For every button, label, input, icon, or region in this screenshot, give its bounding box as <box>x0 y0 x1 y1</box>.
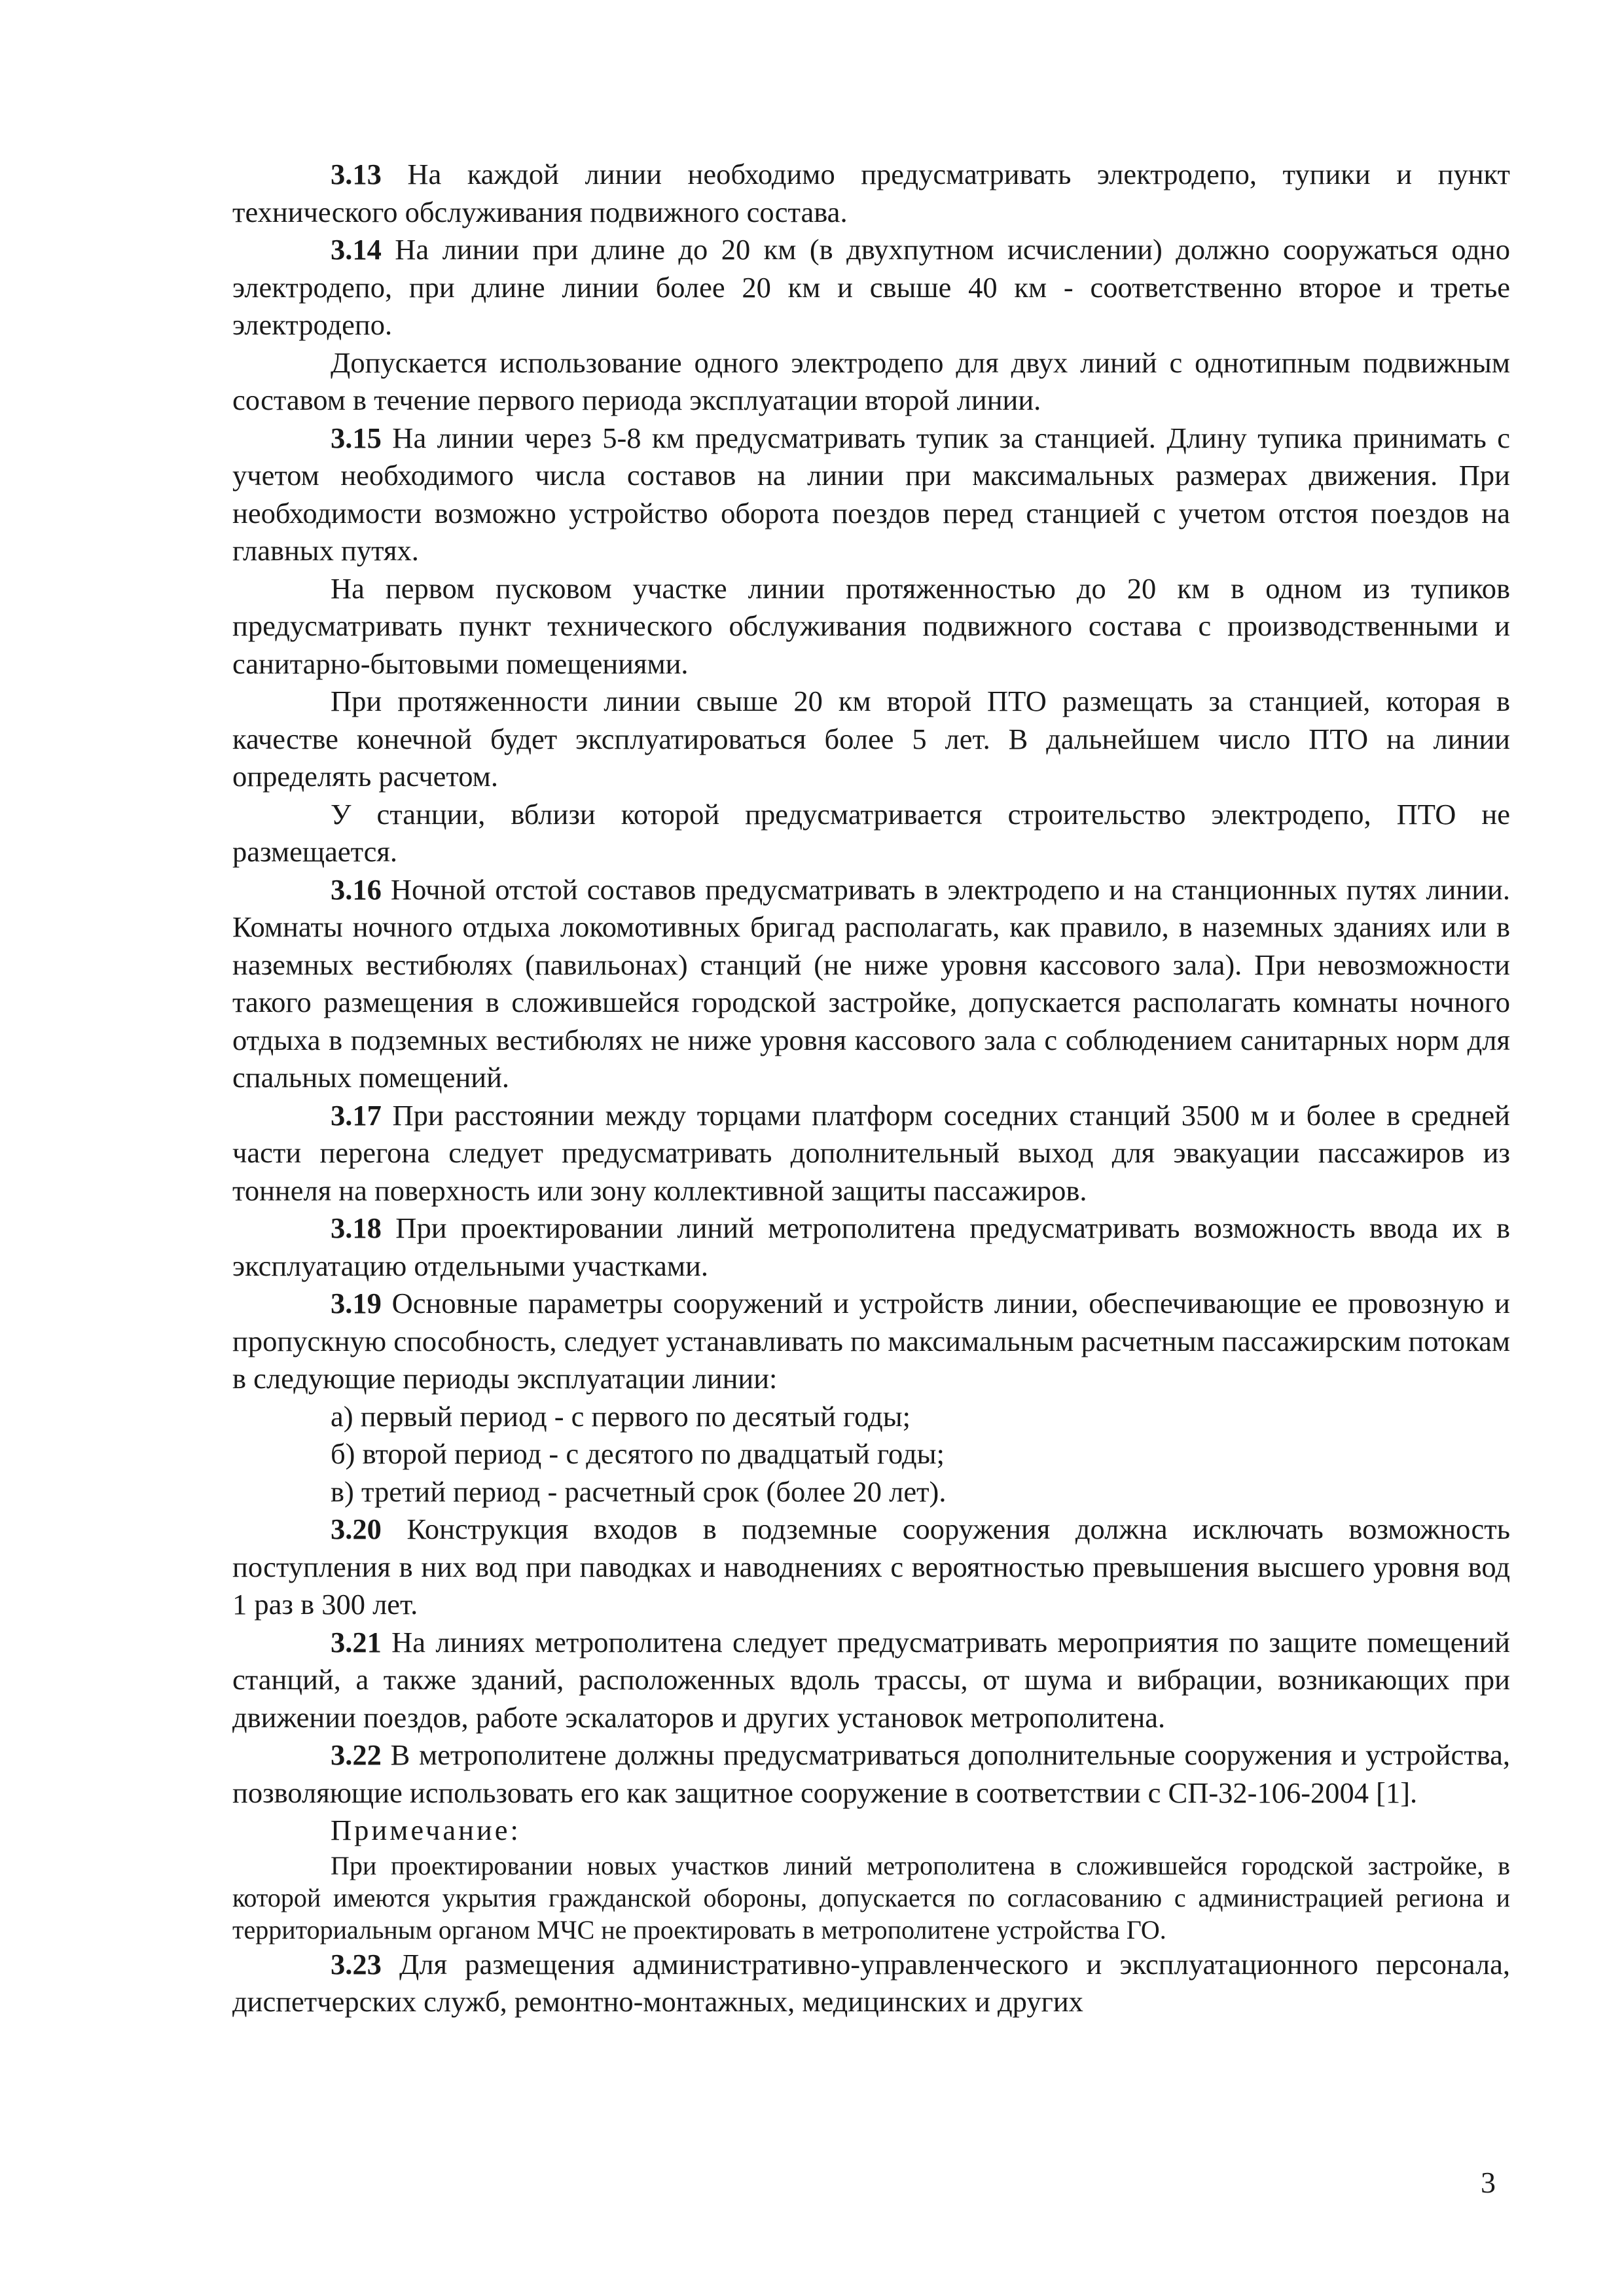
paragraph-text: При расстоянии между торцами платформ соседних станций 3500 м и более в средней части перегона следует предусматривать дополнительный выход для эвакуации пассажиров из тоннеля на поверхность или зону коллективной защиты пассажиров. <box>232 1098 1510 1207</box>
paragraph-3-14 <box>232 231 1510 344</box>
paragraph-3-15-c: При протяженности линии свыше 20 км второй ПТО размещать за станцией, которая в качестве конечной будет эксплуатироваться более 5 лет. В дальнейшем число ПТО на линии определять расчетом. <box>232 685 1510 793</box>
clause-number: 3.19 <box>331 1287 382 1319</box>
paragraph-text: При проектировании линий метрополитена предусматривать возможность ввода их в эксплуатацию отдельными участками. <box>232 1211 1510 1282</box>
paragraph-3-23 <box>232 1946 1510 2021</box>
note-text: При проектировании новых участков линий метрополитена в сложившейся городской застройке, в которой имеются укрытия гражданской обороны, допускается по согласованию с администрацией региона и территориальным органом МЧС не проектировать в метрополитене устройства ГО. <box>232 1850 1510 1945</box>
clause-number: 3.20 <box>331 1513 382 1545</box>
paragraph-3-18 <box>232 1210 1510 1285</box>
clause-number: 3.22 <box>331 1738 382 1771</box>
paragraph-3-16 <box>232 871 1510 1097</box>
paragraph-text: Основные параметры сооружений и устройств линии, обеспечивающие ее провозную и пропускную способность, следует устанавливать по максимальным расчетным пассажирским потокам в следующие периоды эксплуатации линии: <box>232 1287 1510 1395</box>
list-item-b: б) второй период - с десятого по двадцатый годы; <box>331 1437 945 1470</box>
clause-number: 3.16 <box>331 872 382 906</box>
clause-number: 3.15 <box>331 421 382 454</box>
paragraph-3-21 <box>232 1624 1510 1737</box>
paragraph-text: Конструкция входов в подземные сооружения должна исключать возможность поступления в них вод при паводках и наводнениях с вероятностью превышения высшего уровня вод 1 раз в 300 лет. <box>232 1513 1510 1621</box>
list-item-c: в) третий период - расчетный срок (более 20 лет). <box>331 1475 947 1508</box>
clause-number: 3.17 <box>331 1098 382 1132</box>
paragraph-text: В метрополитене должны предусматриваться дополнительные сооружения и устройства, позволяющие использовать его как защитное сооружение в соответствии с СП-32-106-2004 [1]. <box>232 1738 1510 1809</box>
list-item-a: а) первый период - с первого по десятый годы; <box>331 1399 911 1433</box>
paragraph-3-20 <box>232 1511 1510 1624</box>
clause-number: 3.21 <box>331 1625 382 1659</box>
clause-number: 3.18 <box>331 1211 382 1244</box>
paragraph-3-15-b: На первом пусковом участке линии протяженностью до 20 км в одном из тупиков предусматривать пункт технического обслуживания подвижного состава с производственными и санитарно-бытовыми помещениями. <box>232 571 1510 680</box>
paragraph-3-15-d: У станции, вблизи которой предусматривается строительство электродепо, ПТО не размещается. <box>232 797 1510 868</box>
document-body <box>232 156 1510 2021</box>
clause-number: 3.13 <box>331 158 382 190</box>
paragraph-text: На линии через 5-8 км предусматривать тупик за станцией. Длину тупика принимать с учетом необходимого числа составов на линии при максимальных размерах движения. При необходимости возможно устройство оборота поездов перед станцией с учетом отстоя поездов на главных путях. <box>232 421 1510 567</box>
paragraph-3-22 <box>232 1736 1510 1812</box>
paragraph-3-19 <box>232 1285 1510 1398</box>
paragraph-3-15 <box>232 420 1510 570</box>
clause-number: 3.14 <box>331 233 382 266</box>
paragraph-text: Для размещения административно-управленческого и эксплуатационного персонала, диспетчерских служб, ремонтно-монтажных, медицинских и других <box>232 1947 1510 2018</box>
paragraph-text: На каждой линии необходимо предусматривать электродепо, тупики и пункт технического обслуживания подвижного состава. <box>232 158 1510 228</box>
paragraph-3-14-continued: Допускается использование одного электродепо для двух линий с однотипным подвижным составом в течение первого периода эксплуатации второй линии. <box>232 346 1510 416</box>
paragraph-3-13 <box>232 156 1510 231</box>
paragraph-text: Ночной отстой составов предусматривать в электродепо и на станционных путях линии. Комнаты ночного отдыха локомотивных бригад располагать, как правило, в наземных зданиях или в наземных вестибюлях (павильонах) станций (не ниже уровня кассового зала). При невозможности такого размещения в сложившейся городской застройке, допускается располагать комнаты ночного отдыха в подземных вестибюлях не ниже уровня кассового зала с соблюдением санитарных норм для спальных помещений. <box>232 872 1510 1094</box>
paragraph-3-17 <box>232 1097 1510 1210</box>
paragraph-text: На линии при длине до 20 км (в двухпутном исчислении) должно сооружаться одно электродепо, при длине линии более 20 км и свыше 40 км - соответственно второе и третье электродепо. <box>232 233 1510 341</box>
paragraph-text: На линиях метрополитена следует предусматривать мероприятия по защите помещений станций, а также зданий, расположенных вдоль трассы, от шума и вибрации, возникающих при движении поездов, работе эскалаторов и других установок метрополитена. <box>232 1625 1510 1734</box>
clause-number: 3.23 <box>331 1947 382 1981</box>
page-number: 3 <box>1481 2166 1496 2199</box>
note-label: Примечание: <box>331 1814 521 1846</box>
